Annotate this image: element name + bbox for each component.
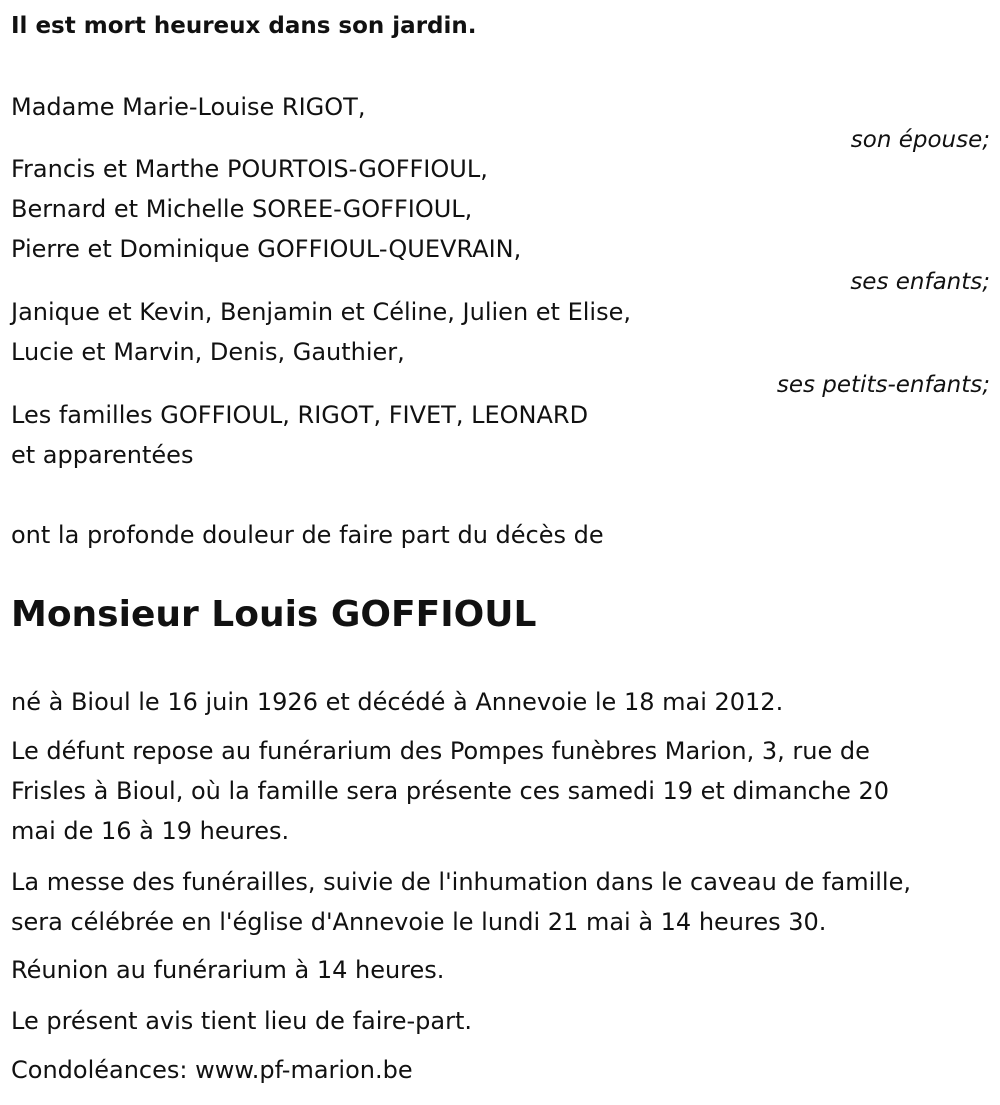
mass-line: La messe des funérailles, suivie de l'inhumation dans le caveau de famille, (11, 868, 911, 896)
rest-line: Frisles à Bioul, où la famille sera présente ces samedi 19 et dimanche 20 (11, 777, 890, 805)
rest-paragraph (11, 731, 990, 851)
role-children: ses enfants; (850, 269, 990, 295)
mass-line: sera célébrée en l'église d'Annevoie le lundi 21 mai à 14 heures 30. (11, 908, 827, 936)
meeting-text: Réunion au funérarium à 14 heures. (11, 956, 445, 984)
families-group (11, 395, 990, 475)
spouse-line: Madame Marie-Louise RIGOT, (11, 93, 366, 121)
notice-block (11, 1001, 990, 1041)
rest-line: Le défunt repose au funérarium des Pompes funèbres Marion, 3, rue de (11, 737, 870, 765)
deceased-block (11, 593, 990, 637)
children-line: Francis et Marthe POURTOIS-GOFFIOUL, (11, 155, 488, 183)
announcement-block (11, 515, 990, 555)
families-line: Les familles GOFFIOUL, RIGOT, FIVET, LEONARD (11, 401, 589, 429)
announcement: ont la profonde douleur de faire part du décès de (11, 521, 604, 549)
children-line: Bernard et Michelle SOREE-GOFFIOUL, (11, 195, 473, 223)
grandchildren-line: Janique et Kevin, Benjamin et Céline, Julien et Elise, (11, 298, 631, 326)
role-grandchildren: ses petits-enfants; (776, 372, 990, 398)
notice-text: Le présent avis tient lieu de faire-part. (11, 1007, 473, 1035)
rest-line: mai de 16 à 19 heures. (11, 817, 290, 845)
mass-paragraph (11, 862, 990, 942)
families-line: et apparentées (11, 441, 194, 469)
condolences-block (11, 1050, 990, 1090)
birth-death-block (11, 682, 990, 722)
grandchildren-group (11, 292, 990, 398)
role-spouse: son épouse; (850, 127, 990, 153)
children-line: Pierre et Dominique GOFFIOUL-QUEVRAIN, (11, 235, 522, 263)
condolences-text: Condoléances: www.pf-marion.be (11, 1056, 413, 1084)
grandchildren-line: Lucie et Marvin, Denis, Gauthier, (11, 338, 405, 366)
spouse-group (11, 87, 990, 153)
heading: Il est mort heureux dans son jardin. (11, 13, 477, 39)
birth-death-text: né à Bioul le 16 juin 1926 et décédé à Annevoie le 18 mai 2012. (11, 688, 784, 716)
meeting-block (11, 950, 990, 990)
deceased-name: Monsieur Louis GOFFIOUL (11, 594, 537, 635)
children-group (11, 149, 990, 295)
